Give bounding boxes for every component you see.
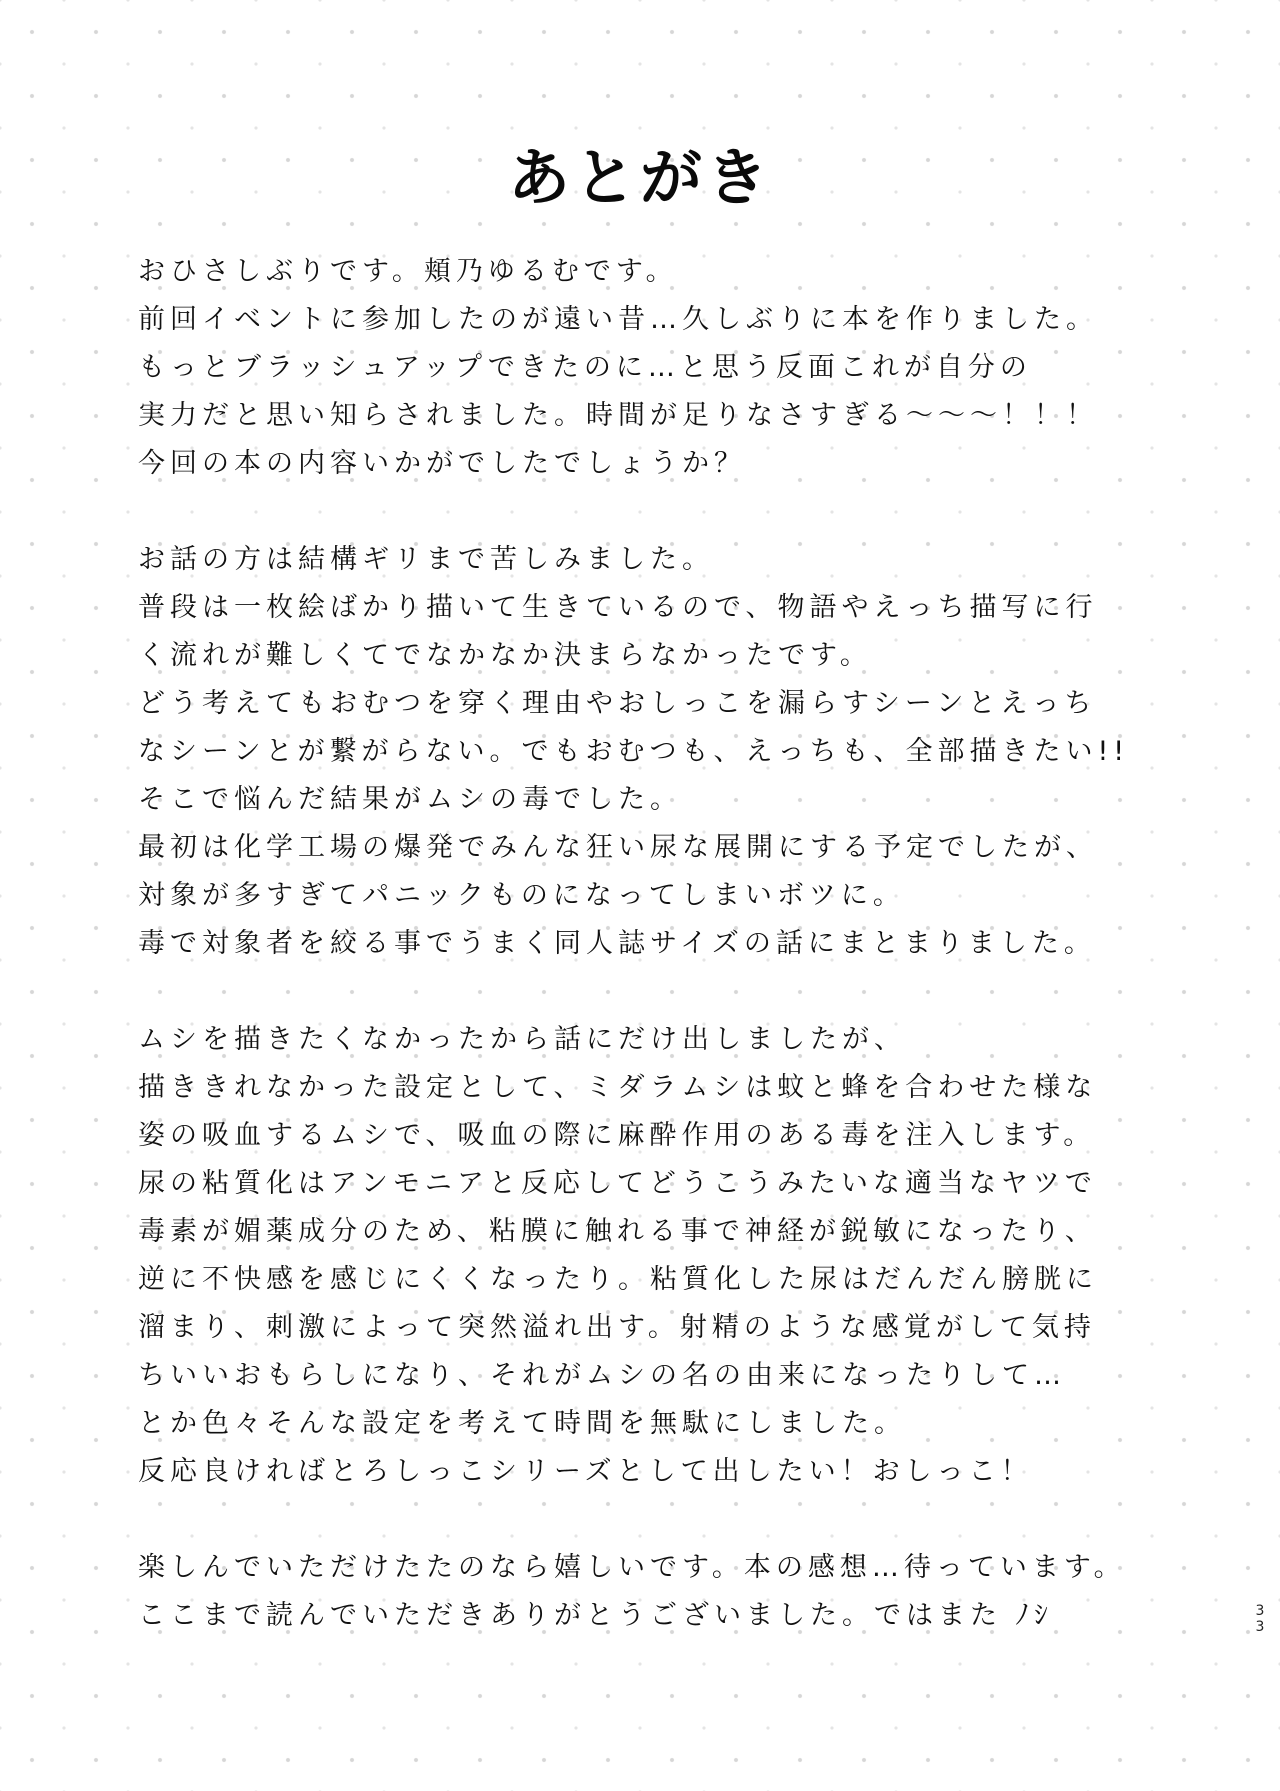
afterword-body: [138, 248, 1198, 1688]
text-line: 毒で対象者を絞る事でうまく同人誌サイズの話にまとまりました。: [138, 928, 1096, 959]
text-line: 前回イベントに参加したのが遠い昔…久しぶりに本を作りました。: [138, 304, 1098, 335]
text-line: 姿の吸血するムシで、吸血の際に麻酔作用のある毒を注入します。: [138, 1120, 1096, 1151]
text-line: 尿の粘質化はアンモニアと反応してどうこうみたいな適当なヤツで: [138, 1168, 1097, 1199]
text-line: お話の方は結構ギリまで苦しみました。: [138, 544, 714, 575]
text-line: 最初は化学工場の爆発でみんな狂い尿な展開にする予定でしたが、: [138, 832, 1098, 863]
paragraph-greeting: [138, 248, 1198, 488]
text-line: 今回の本の内容いかがでしたでしょうか？: [138, 448, 746, 479]
text-line: 溜まり、刺激によって突然溢れ出す。射精のような感覚がして気持: [138, 1312, 1096, 1343]
text-line: く流れが難しくてでなかなか決まらなかったです。: [138, 640, 872, 671]
text-line: そこで悩んだ結果がムシの毒でした。: [138, 784, 682, 815]
text-line: なシーンとが繋がらない。でもおむつも、えっちも、全部描きたい!!: [138, 736, 1130, 767]
text-line: 描ききれなかった設定として、ミダラムシは蚊と蜂を合わせた様な: [138, 1072, 1098, 1103]
text-line: ちいいおもらしになり、それがムシの名の由来になったりして…: [138, 1360, 1066, 1391]
text-line: 普段は一枚絵ばかり描いて生きているので、物語やえっち描写に行: [138, 592, 1098, 623]
page-number: 33: [1252, 1603, 1268, 1635]
text-line: ここまで読んでいただきありがとうございました。ではまた ﾉｼ: [138, 1600, 1053, 1631]
text-line: ムシを描きたくなかったから話にだけ出しましたが、: [138, 1024, 906, 1055]
text-line: 毒素が媚薬成分のため、粘膜に触れる事で神経が鋭敏になったり、: [138, 1216, 1097, 1247]
text-line: とか色々そんな設定を考えて時間を無駄にしました。: [138, 1408, 906, 1439]
text-line: もっとブラッシュアップできたのに…と思う反面これが自分の: [138, 352, 1032, 383]
paragraph-closing: [138, 1544, 1198, 1640]
text-line: 反応良ければとろしっこシリーズとして出したい！おしっこ！: [138, 1456, 1033, 1487]
text-line: 楽しんでいただけたたのなら嬉しいです。本の感想…待っています。: [138, 1552, 1126, 1583]
text-line: おひさしぶりです。頬乃ゆるむです。: [138, 256, 678, 287]
text-line: どう考えてもおむつを穿く理由やおしっこを漏らすシーンとえっち: [138, 688, 1097, 719]
paragraph-story: [138, 536, 1198, 968]
text-line: 逆に不快感を感じにくくなったり。粘質化した尿はだんだん膀胱に: [138, 1264, 1098, 1295]
text-line: 対象が多すぎてパニックものになってしまいボツに。: [138, 880, 905, 911]
paragraph-settings: [138, 1016, 1198, 1496]
text-line: 実力だと思い知らされました。時間が足りなさすぎる〜〜〜！！！: [138, 400, 1098, 431]
page-title: あとがき: [507, 141, 772, 214]
